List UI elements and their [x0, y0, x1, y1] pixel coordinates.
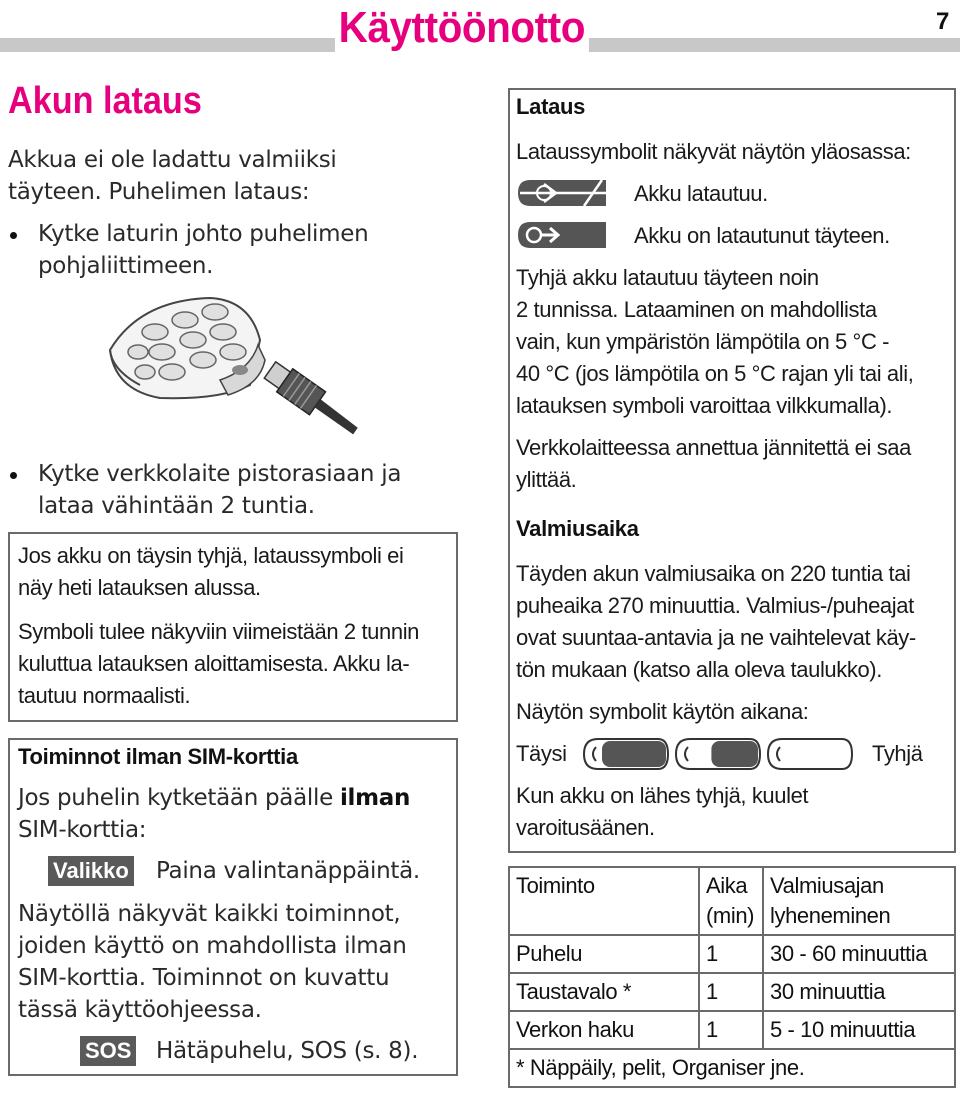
battery-level-icon [584, 739, 668, 769]
sim-line-1-bold: ilman [339, 785, 411, 811]
sim-line-1-text: Jos puhelin kytketään päälle [18, 785, 340, 811]
table-cell: 1 [699, 935, 763, 973]
battery-level-icons [582, 736, 866, 772]
table-cell: 30 minuuttia [763, 973, 955, 1011]
charging-line-1: Lataussymbolit näkyvät näytön yläosassa: [516, 139, 911, 164]
bullet-2-line-2: lataa vähintään 2 tuntia. [38, 493, 315, 519]
charging-info-box [508, 88, 956, 853]
table-cell: Verkon haku [509, 1011, 699, 1049]
sim-p-line-2: joiden käyttö on mahdollista ilman [18, 933, 407, 959]
bullet-1-line-2: pohjaliittimeen. [38, 253, 214, 279]
table-header-cell [699, 867, 763, 935]
battery-charging-icon [516, 178, 608, 208]
table-row [509, 935, 955, 973]
sim-p-line-1: Näytöllä näkyvät kaikki toiminnot, [18, 901, 401, 927]
table-row [509, 973, 955, 1011]
standby-title: Valmiusaika [516, 516, 639, 541]
charging-p2-line-2: ylittää. [516, 467, 577, 492]
table-header-reduction-2: lyheneminen [770, 903, 891, 928]
table-header-time: Aika [706, 873, 748, 898]
page-number: 7 [936, 8, 950, 35]
table-cell: 5 - 10 minuuttia [763, 1011, 955, 1049]
table-cell: 1 [699, 973, 763, 1011]
low-battery-line-2: varoitusäänen. [516, 815, 655, 840]
section-title: Akun lataus [8, 80, 202, 122]
charging-p1-line-3: vain, kun ympäristön lämpötila on 5 °C - [516, 329, 890, 354]
charging-p1-line-4: 40 °C (jos lämpötila on 5 °C rajan yli tai ali, [516, 361, 914, 386]
note-p2-line-2: kuluttua latauksen aloittamisesta. Akku la- [18, 651, 410, 676]
chapter-title: Käyttöönotto [335, 2, 589, 54]
table-footnote-row [509, 1049, 955, 1087]
sim-line-1 [18, 782, 410, 814]
charging-p1-line-2: 2 tunnissa. Lataaminen on mahdollista [516, 297, 877, 322]
display-symbols-title: Näytön symbolit käytön aikana: [516, 699, 809, 724]
charging-p1-line-5: latauksen symboli varoittaa vilkkumalla). [516, 393, 893, 418]
standby-p-line-1: Täyden akun valmiusaika on 220 tuntia tai [516, 561, 911, 586]
sos-softkey-desc: Hätäpuhelu, SOS (s. 8). [156, 1038, 419, 1064]
battery-empty-label: Tyhjä [872, 741, 923, 766]
menu-softkey-desc: Paina valintanäppäintä. [156, 858, 420, 884]
phone-charger-illustration [100, 290, 370, 455]
note-p2-line-1: Symboli tulee näkyviin viimeistään 2 tunnin [18, 619, 420, 644]
table-header-cell [763, 867, 955, 935]
sim-functions-box [8, 738, 458, 1076]
menu-softkey[interactable]: Valikko [48, 856, 134, 886]
table-header-cell: Toiminto [509, 867, 699, 935]
table-cell: 30 - 60 minuuttia [763, 935, 955, 973]
table-header-row [509, 867, 955, 935]
intro-line-1: Akkua ei ole ladattu valmiiksi [8, 147, 337, 173]
sim-p-line-4: tässä käyttöohjeessa. [18, 997, 262, 1023]
battery-full-label: Täysi [516, 741, 567, 766]
battery-level-icon [676, 739, 760, 769]
table-row [509, 1011, 955, 1049]
note-p1-line-1: Jos akku on täysin tyhjä, lataussymboli ei [18, 543, 404, 568]
sim-box-title: Toiminnot ilman SIM-korttia [18, 744, 298, 769]
intro-line-2: täyteen. Puhelimen lataus: [8, 179, 310, 205]
table-cell: Taustavalo * [509, 973, 699, 1011]
low-battery-line-1: Kun akku on lähes tyhjä, kuulet [516, 783, 809, 808]
battery-level-icon [768, 739, 852, 769]
bullet-2-line-1: Kytke verkkolaite pistorasiaan ja [38, 461, 402, 487]
standby-p-line-4: tön mukaan (katso alla oleva taulukko). [516, 657, 882, 682]
bullet-dot [10, 232, 17, 239]
table-cell: 1 [699, 1011, 763, 1049]
sos-softkey[interactable]: SOS [80, 1036, 136, 1066]
bullet-1-line-1: Kytke laturin johto puhelimen [38, 221, 369, 247]
charging-symbol-2-desc: Akku on latautunut täyteen. [634, 223, 890, 248]
note-p1-line-2: näy heti latauksen alussa. [18, 575, 261, 600]
standby-p-line-3: ovat suuntaa-antavia ja ne vaihtelevat käy- [516, 625, 916, 650]
charging-p1-line-1: Tyhjä akku latautuu täyteen noin [516, 265, 819, 290]
charging-note-box [8, 532, 458, 722]
charging-p2-line-1: Verkkolaitteessa annettua jännitettä ei saa [516, 435, 911, 460]
table-footnote: * Näppäily, pelit, Organiser jne. [509, 1049, 955, 1087]
battery-full-icon [516, 220, 608, 250]
standby-p-line-2: puheaika 270 minuuttia. Valmius-/puheajat [516, 593, 914, 618]
charging-title: Lataus [516, 94, 586, 119]
sim-line-2: SIM-korttia: [18, 817, 147, 843]
table-header-unit: (min) [706, 903, 755, 928]
charging-symbol-1-desc: Akku latautuu. [634, 181, 768, 206]
table-header-reduction-1: Valmiusajan [770, 873, 884, 898]
note-p2-line-3: tautuu normaalisti. [18, 683, 191, 708]
bullet-dot [10, 472, 17, 479]
standby-reduction-table [508, 866, 956, 1088]
table-cell: Puhelu [509, 935, 699, 973]
sim-p-line-3: SIM-korttia. Toiminnot on kuvattu [18, 965, 390, 991]
